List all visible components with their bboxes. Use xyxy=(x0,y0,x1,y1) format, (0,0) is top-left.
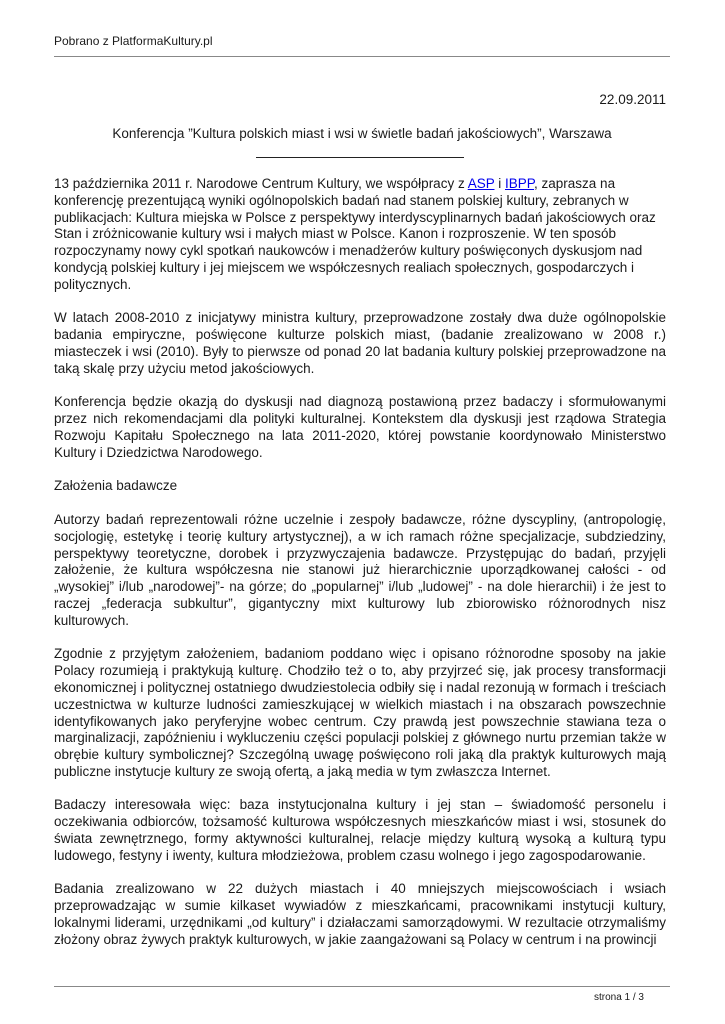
paragraph-conference-purpose: Konferencja będzie okazją do dyskusji nad diagnozą postawioną przez badaczy i sformułowanymi przez nich rekomendacjami dla polityki kulturalnej. Kontekstem dla dyskusji jest rządowa Strategia Rozwoju Kapitału Społecznego na lata 2011-2020, której powstanie koordynowało Ministerstwo Kultury i Dziedzictwa Narodowego. xyxy=(54,394,666,460)
paragraph-research-interests: Badaczy interesowała więc: baza instytucjonalna kultury i jej stan – świadomość personelu i oczekiwania odbiorców, tożsamość kulturowa współczesnych mieszkańców miast i wsi, stosunek do świata zewnętrznego, formy aktywności kulturalnej, relacje między kulturą wysoką a kulturą typu ludowego, festyny i iwenty, kultura młodzieżowa, problem czasu wolnego i jego zagospodarowanie. xyxy=(54,797,666,863)
intro-text-start: 13 października 2011 r. Narodowe Centrum Kultury, we współpracy z xyxy=(54,176,468,191)
page-header-source: Pobrano z PlatformaKultury.pl xyxy=(54,34,213,48)
footer-divider xyxy=(54,986,670,987)
page-number: strona 1 / 3 xyxy=(593,992,644,1003)
ibpp-link[interactable]: IBPP xyxy=(505,176,535,191)
conference-title: Konferencja ”Kultura polskich miast i wsi w świetle badań jakościowych”, Warszawa xyxy=(112,126,612,141)
intro-conjunction: i xyxy=(494,176,505,191)
paragraph-research-history: W latach 2008-2010 z inicjatywy ministra kultury, przeprowadzone zostały dwa duże ogólnopolskie badania empiryczne, poświęcone kulturze polskich miast, (badanie zrealizowano w 2008 r.) miasteczek i wsi (2010). Były to pierwsze od ponad 20 lat badania kultury polskiej przeprowadzone na taką skalę przy użyciu metod jakościowych. xyxy=(54,310,666,376)
paragraph-authors: Autorzy badań reprezentowali różne uczelnie i zespoły badawcze, różne dyscypliny, (antropologię, socjologię, estetykę i teorię kultury artystycznej), a w ich ramach różne specjalizacje, subdziedziny, perspektywy teoretyczne, dorobek i przyzwyczajenia badawcze. Przystępując do badań, przyjęli założenie, że kultura współczesna nie stanowi już hierarchicznie uporządkowanej całości - od „wysokiej” i/lub „narodowej”- na górze; do „popularnej” i/lub „ludowej” - na dole hierarchii) i że jest to raczej „federacja subkultur”, gigantyczny mixt kulturowy lub zbiorowisko różnorodnych nisz kulturowych. xyxy=(54,511,666,628)
article-body xyxy=(54,176,666,965)
paragraph-assumptions: Zgodnie z przyjętym założeniem, badaniom poddano więc i opisano różnorodne sposoby na jakie Polacy rozumieją i praktykują kulturę. Chodziło też o to, aby przyjrzeć się, jak procesy transformacji ekonomicznej i politycznej ostatniego dwudziestolecia odbiły się i nadal rezonują w formach i treściach uczestnictwa w kulturze ludności zamieszkującej w wielkich miastach i na obszarach powszechnie identyfikowanych jako peryferyjne wobec centrum. Czy prawdą jest powszechnie stawiana teza o marginalizacji, zapóźnieniu i wykluczeniu części populacji polskiej z głównego nurtu przemian także w obrębie kultury symbolicznej? Szczególną uwagę poświęcono roli jaką dla praktyk kulturowych mają publiczne instytucje kultury ze swoją ofertą, a jaką media w tym zwłaszcza Internet. xyxy=(54,646,666,779)
section-heading: Założenia badawcze xyxy=(54,478,178,494)
header-divider xyxy=(54,56,670,57)
document-date: 22.09.2011 xyxy=(599,92,666,107)
title-underline xyxy=(256,157,464,158)
asp-link[interactable]: ASP xyxy=(467,176,495,191)
intro-paragraph xyxy=(54,176,666,294)
paragraph-research-scope: Badania zrealizowano w 22 dużych miastach i 40 mniejszych miejscowościach i wsiach przeprowadzając w sumie kilkaset wywiadów z mieszkańcami, pracownikami instytucji kultury, lokalnymi liderami, urzędnikami „od kultury” i działaczami samorządowymi. W rezultacie otrzymaliśmy złożony obraz żywych praktyk kulturowych, w jakie zaangażowani są Polacy w centrum i na prowincji xyxy=(54,881,666,947)
intro-text-end: , zaprasza na konferencję prezentującą wyniki ogólnopolskich badań nad stanem polskiej kultury, zebranych w publikacjach: Kultura miejska w Polsce z perspektywy interdyscyplinarnych badań jakościowych oraz Stan i zróżnicowanie kultury wsi i małych miast w Polsce. Kanon i rozproszenie. W ten sposób rozpoczynamy nowy cykl spotkań naukowców i menadżerów kultury poświęconych dyskusjom nad kondycją polskiej kultury i jej miejscem we współczesnych realiach społecznych, gospodarczych i politycznych. xyxy=(54,176,656,292)
